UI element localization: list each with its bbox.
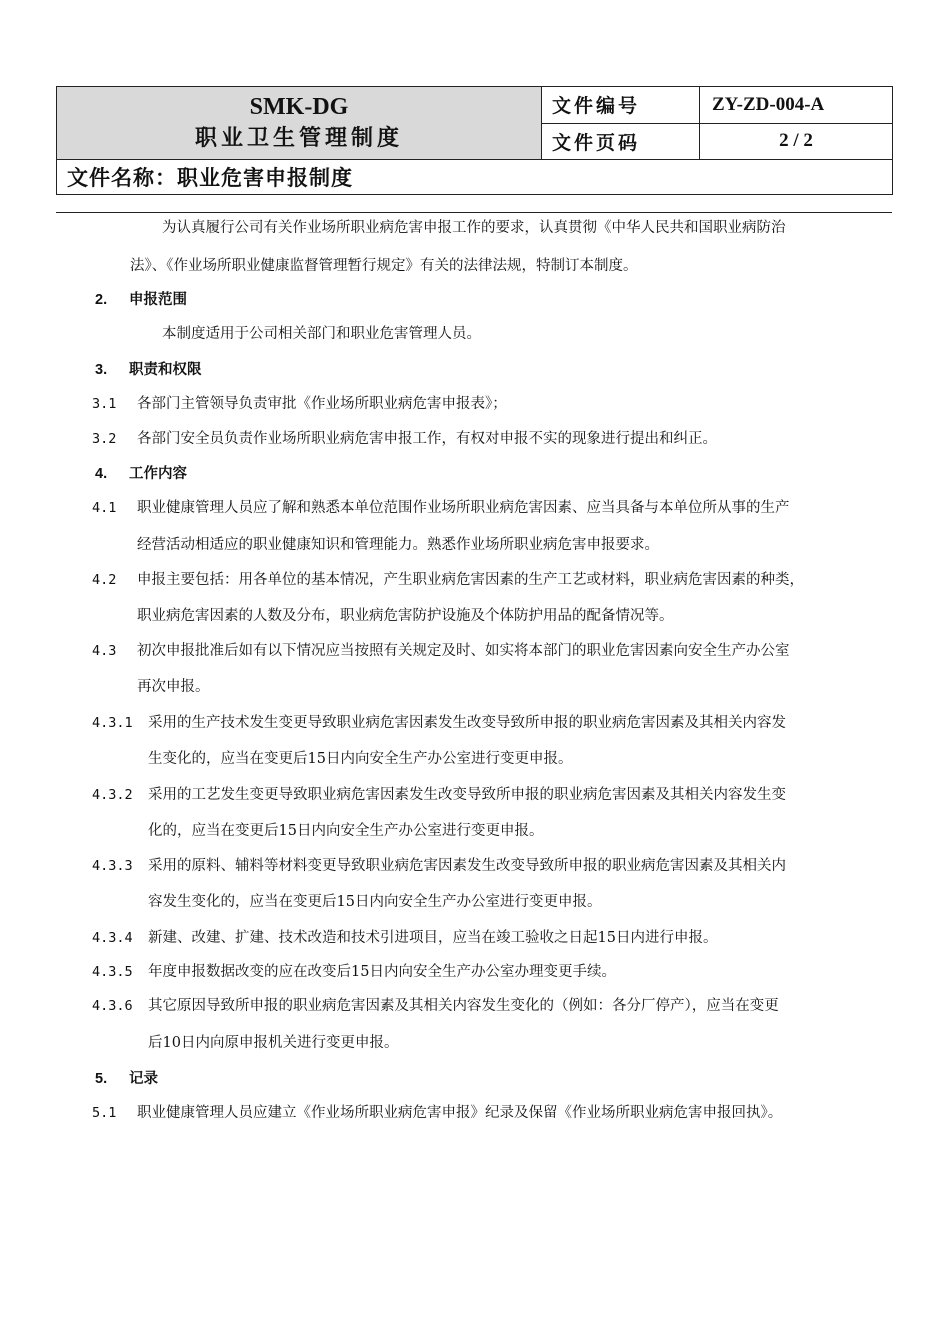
item-text: 申报主要包括：用各单位的基本情况，产生职业病危害因素的生产工艺或材料，职业病危害因素的种类， (137, 572, 804, 588)
doc-no-value: ZY-ZD-004-A (700, 87, 893, 124)
header-brand-cell (57, 87, 542, 160)
item-text: 其它原因导致所申报的职业病危害因素及其相关内容发生变化的（例如：各分厂停产），应当在变更 (148, 998, 779, 1014)
item-number: 4.3.6 (92, 998, 133, 1014)
header-divider (56, 212, 892, 213)
item-text: 各部门安全员负责作业场所职业病危害申报工作，有权对申报不实的现象进行提出和纠正。 (137, 431, 717, 447)
item-4-1-line-2: 经营活动相适应的职业健康知识和管理能力。熟悉作业场所职业病危害申报要求。 (137, 537, 659, 553)
item-text: 职业健康管理人员应了解和熟悉本单位范围作业场所职业病危害因素、应当具备与本单位所从事的生产 (137, 500, 790, 516)
item-number: 4.3.3 (92, 858, 133, 874)
document-header-table (56, 86, 893, 195)
item-4-2-line-1 (92, 570, 804, 590)
page-value: 2 / 2 (700, 123, 893, 160)
item-text: 采用的原料、辅料等材料变更导致职业病危害因素发生改变导致所申报的职业病危害因素及其相关内 (148, 858, 786, 874)
item-number: 4.3 (92, 643, 117, 659)
item-number: 4.2 (92, 572, 117, 588)
section-5-heading (95, 1069, 158, 1089)
item-number: 4.1 (92, 500, 117, 516)
section-title: 工作内容 (129, 466, 187, 482)
file-name: 文件名称：职业危害申报制度 (57, 160, 893, 195)
item-4-3-1-line-2: 生变化的，应当在变更后15日内向安全生产办公室进行变更申报。 (148, 751, 573, 767)
item-4-1-line-1 (92, 498, 790, 518)
item-number: 4.3.4 (92, 930, 133, 946)
page-label: 文件页码 (542, 123, 700, 160)
item-4-2-line-2: 职业病危害因素的人数及分布，职业病危害防护设施及个体防护用品的配备情况等。 (137, 608, 674, 624)
item-4-3-1-line-1 (92, 713, 786, 733)
item-number: 3.1 (92, 396, 117, 412)
section-2-heading (95, 290, 187, 310)
section-title: 申报范围 (129, 292, 187, 308)
item-4-3-2-line-1 (92, 785, 786, 805)
item-number: 5.1 (92, 1105, 117, 1121)
section-number: 5. (95, 1071, 108, 1087)
document-series-title: 职业卫生管理制度 (194, 125, 403, 151)
item-text: 采用的工艺发生变更导致职业病危害因素发生改变导致所申报的职业病危害因素及其相关内容发生变 (148, 787, 786, 803)
section-title: 职责和权限 (129, 362, 202, 378)
section-number: 3. (95, 362, 108, 378)
item-4-3-3-line-1 (92, 856, 786, 876)
item-4-3-6-line-2: 后10日内向原申报机关进行变更申报。 (148, 1035, 399, 1051)
item-4-3-3-line-2: 容发生变化的，应当在变更后15日内向安全生产办公室进行变更申报。 (148, 894, 602, 910)
item-number: 4.3.2 (92, 787, 133, 803)
item-text: 初次申报批准后如有以下情况应当按照有关规定及时、如实将本部门的职业危害因素向安全生产办公室 (137, 643, 790, 659)
section-3-heading (95, 360, 202, 380)
item-number: 4.3.1 (92, 715, 133, 731)
section-number: 4. (95, 466, 108, 482)
item-number: 3.2 (92, 431, 117, 447)
item-text: 职业健康管理人员应建立《作业场所职业病危害申报》纪录及保留《作业场所职业病危害申报回执》。 (137, 1105, 783, 1121)
doc-no-label: 文件编号 (542, 87, 700, 124)
item-text: 采用的生产技术发生变更导致职业病危害因素发生改变导致所申报的职业病危害因素及其相关内容发 (148, 715, 786, 731)
item-3-1 (92, 394, 507, 414)
item-text: 新建、改建、扩建、技术改造和技术引进项目，应当在竣工验收之日起15日内进行申报。 (148, 930, 718, 946)
item-4-3-4 (92, 928, 717, 948)
item-4-3-6-line-1 (92, 996, 779, 1016)
item-text: 各部门主管领导负责审批《作业场所职业病危害申报表》； (137, 396, 507, 412)
item-5-1 (92, 1103, 782, 1123)
section-4-heading (95, 464, 187, 484)
item-text: 年度申报数据改变的应在改变后15日内向安全生产办公室办理变更手续。 (148, 964, 616, 980)
item-4-3-2-line-2: 化的，应当在变更后15日内向安全生产办公室进行变更申报。 (148, 823, 544, 839)
intro-line-2: 法》、《作业场所职业健康监督管理暂行规定》有关的法律法规，特制订本制度。 (130, 258, 638, 274)
section-number: 2. (95, 292, 108, 308)
item-4-3-line-2: 再次申报。 (137, 679, 210, 695)
item-3-2 (92, 429, 717, 449)
intro-line-1: 为认真履行公司有关作业场所职业病危害申报工作的要求，认真贯彻《中华人民共和国职业病防治 (162, 220, 786, 236)
item-number: 4.3.5 (92, 964, 133, 980)
item-4-3-line-1 (92, 641, 790, 661)
item-4-3-5 (92, 962, 616, 982)
company-code: SMK-DG (249, 94, 349, 120)
section-title: 记录 (129, 1071, 158, 1087)
section-2-text: 本制度适用于公司相关部门和职业危害管理人员。 (162, 326, 481, 342)
